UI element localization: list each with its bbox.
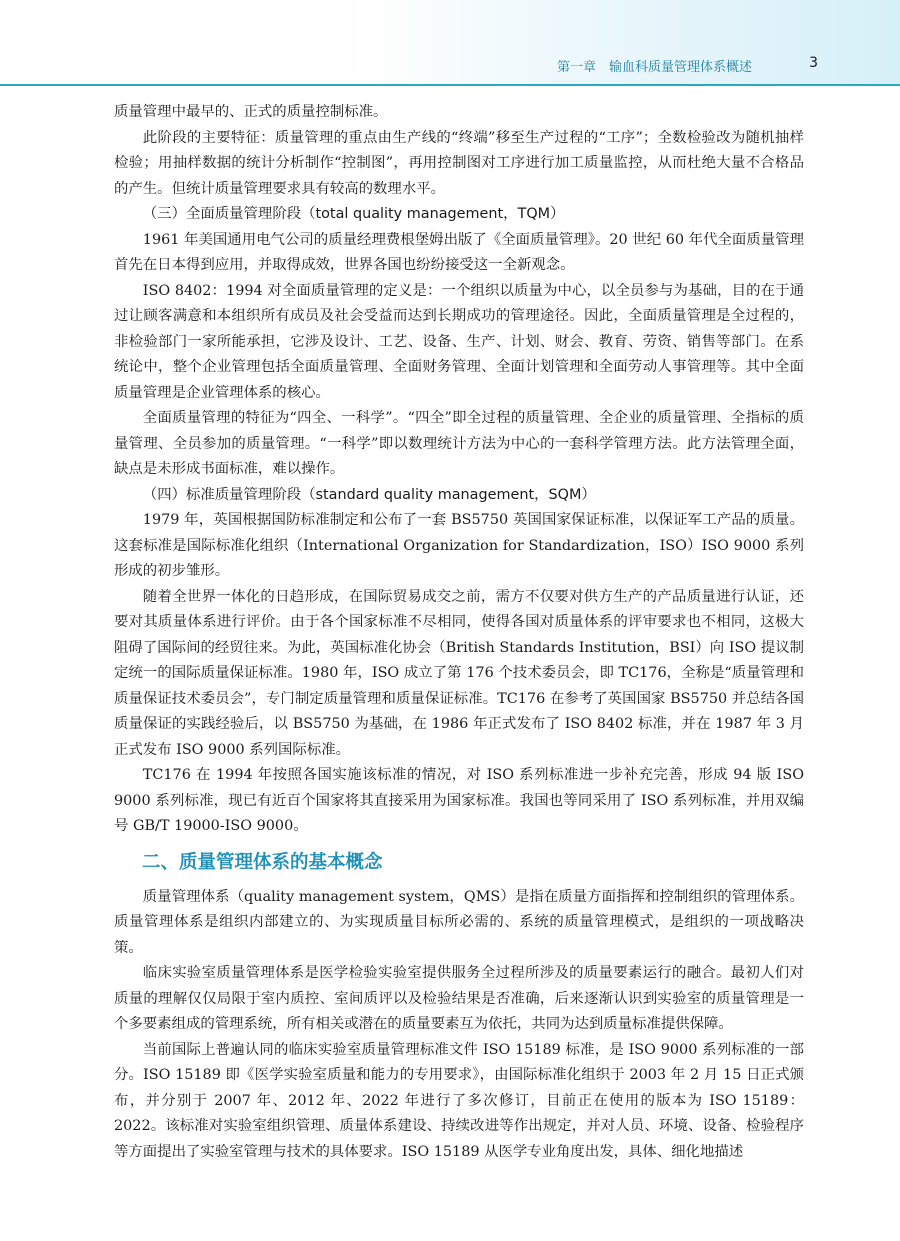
header-divider [0,84,900,86]
paragraph-qms-definition: 质量管理体系（quality management system，QMS）是指在质量方面指挥和控制组织的管理体系。质量管理体系是组织内部建立的、为实现质量目标所必需的、系统的质量管理模式，是组织的一项战略决策。 [114,888,804,956]
paragraph-sqm-revision: TC176 在 1994 年按照各国实施该标准的情况，对 ISO 系列标准进一步补充完善，形成 94 版 ISO 9000 系列标准，现已有近百个国家将其直接采用为国家标准。我国也等同采用了 ISO 系列标准，并用双编号 GB/T 19000-ISO 9000。 [114,767,804,834]
running-chapter-title: 第一章 输血科质量管理体系概述 [556,60,752,75]
subheading-sqm: （四）标准质量管理阶段（standard quality management，SQM） [142,486,596,503]
paragraph-iso-15189: 当前国际上普遍认同的临床实验室质量管理标准文件 ISO 15189 标准，是 ISO 9000 系列标准的一部分。ISO 15189 即《医学实验室质量和能力的专用要求》，由国际标准化组织于 2003 年 2 月 15 日正式颁布，并分别于 2007 年、2012 年、2022 年进行了多次修订，目前正在使用的版本为 ISO 15189：2022。该标准对实验室组织管理、质量体系建设、持续改进等作出规定，并对人员、环境、设备、检验程序等方面提出了实验室管理与技术的具体要求。ISO 15189 从医学专业角度出发，具体、细化地描述 [114,1041,804,1160]
paragraph-sqm-development: 随着全世界一体化的日趋形成，在国际贸易成交之前，需方不仅要对供方生产的产品质量进行认证，还要对其质量体系进行评价。由于各个国家标准不尽相同，使得各国对质量体系的评审要求也不相同，这极大阻碍了国际间的经贸往来。为此，英国标准化协会（British Standards Institution，BSI）向 ISO 提议制定统一的国际质量保证标准。1980 年，ISO 成立了第 176 个技术委员会，即 TC176，全称是“质量管理和质量保证技术委员会”，专门制定质量管理和质量保证标准。TC176 在参考了英国国家 BS5750 并总结各国质量保证的实践经验后，以 BS5750 为基础，在 1986 年正式发布了 ISO 8402 标准，并在 1987 年 3 月正式发布 ISO 9000 系列国际标准。 [114,588,804,758]
paragraph-continuation: 质量管理中最早的、正式的质量控制标准。 [114,104,388,120]
paragraph-tqm-definition: ISO 8402：1994 对全面质量管理的定义是：一个组织以质量为中心，以全员参与为基础，目的在于通过让顾客满意和本组织所有成员及社会受益而达到长期成功的管理途径。因此，全面质量管理是全过程的，非检验部门一家所能承担，它涉及设计、工艺、设备、生产、计划、财会、教育、劳资、销售等部门。在系统论中，整个企业管理包括全面质量管理、全面财务管理、全面计划管理和全面劳动人事管理等。其中全面质量管理是企业管理体系的核心。 [114,282,804,401]
paragraph-stage-features: 此阶段的主要特征：质量管理的重点由生产线的“终端”移至生产过程的“工序”；全数检验改为随机抽样检验；用抽样数据的统计分析制作“控制图”，再用控制图对工序进行加工质量监控，从而杜绝大量不合格品的产生。但统计质量管理要求具有较高的数理水平。 [114,129,804,197]
paragraph-tqm-history: 1961 年美国通用电气公司的质量经理费根堡姆出版了《全面质量管理》。20 世纪 60 年代全面质量管理首先在日本得到应用，并取得成效，世界各国也纷纷接受这一全新观念。 [114,231,804,273]
paragraph-clinical-lab-qms: 临床实验室质量管理体系是医学检验实验室提供服务全过程所涉及的质量要素运行的融合。最初人们对质量的理解仅仅局限于室内质控、室间质评以及检验结果是否准确，后来逐渐认识到实验室的质量管理是一个多要素组成的管理系统，所有相关或潜在的质量要素互为依托，共同为达到质量标准提供保障。 [114,965,804,1032]
paragraph-sqm-origin: 1979 年，英国根据国防标准制定和公布了一套 BS5750 英国国家保证标准，以保证军工产品的质量。这套标准是国际标准化组织（International Organization for Standardization，ISO）ISO 9000 系列形成的初步雏形。 [114,512,804,579]
page-body [114,100,804,1165]
section-heading-qms-concepts: 二、质量管理体系的基本概念 [142,851,383,873]
paragraph-tqm-features: 全面质量管理的特征为“四全、一科学”。“四全”即全过程的质量管理、全企业的质量管理、全指标的质量管理、全员参加的质量管理。“一科学”即以数理统计方法为中心的一套科学管理方法。此方法管理全面，缺点是未形成书面标准，难以操作。 [114,410,804,477]
page-number: 3 [809,55,818,71]
page-header-band [0,0,900,84]
subheading-tqm: （三）全面质量管理阶段（total quality management，TQM） [142,206,565,222]
